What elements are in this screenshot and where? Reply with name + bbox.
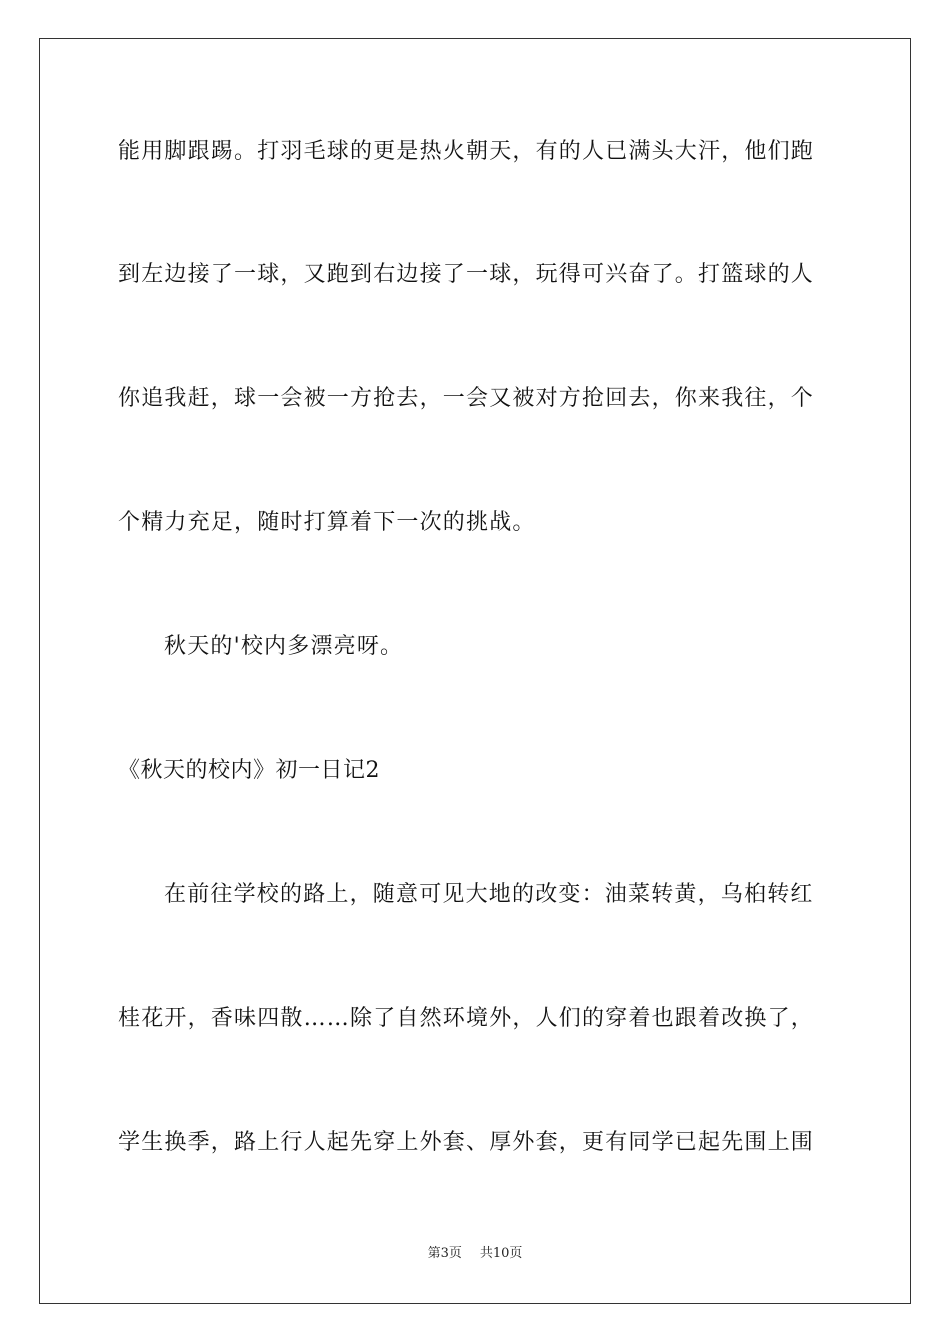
paragraph-line: 你追我赶，球一会被一方抢去，一会又被对方抢回去，你来我往，个 (118, 386, 815, 411)
paragraph-line: 到左边接了一球，又跑到右边接了一球，玩得可兴奋了。打篮球的人 (118, 262, 815, 287)
paragraph-line: 学生换季，路上行人起先穿上外套、厚外套，更有同学已起先围上围 (118, 1130, 815, 1155)
page-total: 共10页 (479, 1246, 523, 1261)
paragraph-line: 秋天的'校内多漂亮呀。 (164, 634, 404, 659)
paragraph-line: 能用脚跟踢。打羽毛球的更是热火朝天，有的人已满头大汗，他们跑 (118, 139, 815, 164)
page-frame (39, 38, 911, 1304)
paragraph-line: 在前往学校的路上，随意可见大地的改变：油菜转黄，乌桕转红 (164, 882, 814, 907)
paragraph-line: 桂花开，香味四散……除了自然环境外，人们的穿着也跟着改换了， (118, 1006, 815, 1031)
paragraph-line: 个精力充足，随时打算着下一次的挑战。 (118, 510, 536, 535)
page-footer (0, 1244, 950, 1264)
page-number: 第3页 (427, 1246, 462, 1261)
section-heading: 《秋天的校内》初一日记2 (118, 758, 380, 783)
